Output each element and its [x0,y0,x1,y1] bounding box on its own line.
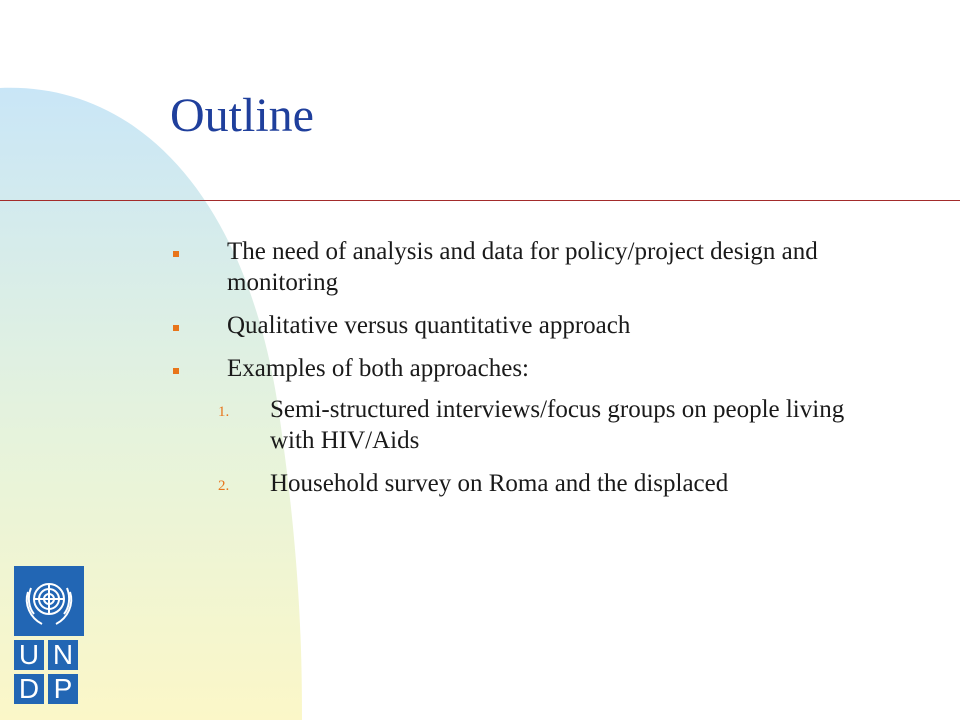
logo-letter: N [48,640,78,670]
number-marker: 1. [218,404,230,420]
logo-letter: P [48,674,78,704]
un-emblem-icon [14,566,84,636]
logo-letter: U [14,640,44,670]
numbered-item [170,394,870,456]
outline-list [170,236,870,499]
bullet-item [170,310,870,341]
numbered-text: Semi-structured interviews/focus groups on people living with HIV/Aids [270,396,845,454]
bullet-text: The need of analysis and data for policy/project design and monitoring [227,238,818,296]
bullet-square-icon [173,368,179,374]
bullet-item [170,236,870,298]
title-divider [0,200,960,201]
bullet-item [170,353,870,384]
numbered-item [170,468,870,499]
bullet-text: Examples of both approaches: [227,355,529,382]
bullet-text: Qualitative versus quantitative approach [227,312,631,339]
slide-title: Outline [170,89,314,142]
logo-letter: D [14,674,44,704]
bullet-square-icon [173,325,179,331]
bullet-square-icon [173,251,179,257]
number-marker: 2. [218,478,230,494]
numbered-text: Household survey on Roma and the displaced [270,470,729,497]
